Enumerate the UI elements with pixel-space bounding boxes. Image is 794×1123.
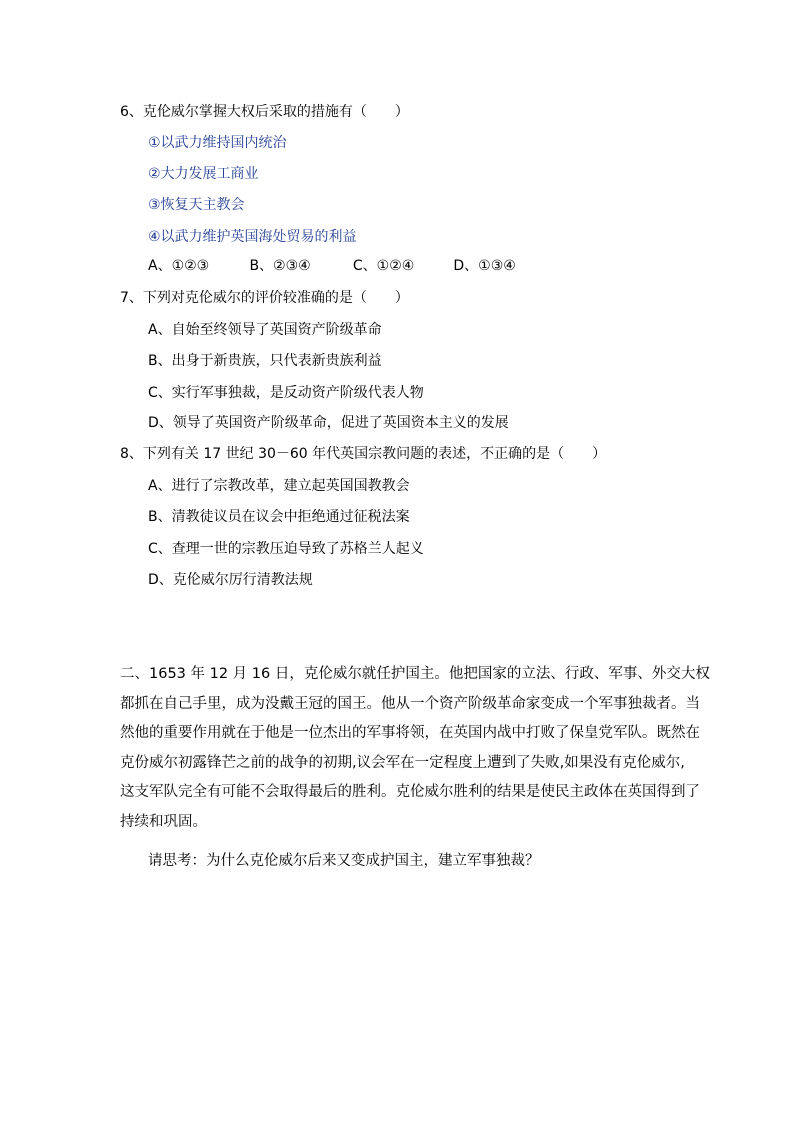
passage-line: 二、1653 年 12 月 16 日，克伦威尔就任护国主。他把国家的立法、行政、军事、外交大权 — [120, 666, 710, 682]
section-2-question: 请思考：为什么克伦威尔后来又变成护国主，建立军事独裁？ — [148, 853, 540, 869]
passage-line: 这支军队完全有可能不会取得最后的胜利。克伦威尔胜利的结果是使民主政体在英国得到了 — [120, 784, 700, 800]
passage-line: 都抓在自己手里，成为没戴王冠的国王。他从一个资产阶级革命家变成一个军事独裁者。当 — [120, 695, 700, 712]
q8-option-c: C、查理一世的宗教压迫导致了苏格兰人起义 — [148, 541, 424, 557]
q6-option-d: D、①③④ — [453, 258, 516, 274]
q6-item-2: ②大力发展工商业 — [148, 166, 259, 182]
question-7-stem: 7、下列对克伦威尔的评价较准确的是（ ） — [120, 290, 409, 306]
q6-option-c: C、①②④ — [352, 258, 415, 274]
passage-line: 然他的重要作用就在于他是一位杰出的军事将领，在英国内战中打败了保皇党军队。既然在 — [120, 725, 700, 741]
passage-line: 克份威尔初露锋芒之前的战争的初期,议会军在一定程度上遭到了失败,如果没有克伦威尔, — [120, 754, 685, 771]
q7-option-a: A、自始至终领导了英国资产阶级革命 — [148, 322, 382, 338]
q8-option-a: A、进行了宗教改革，建立起英国国教教会 — [148, 478, 410, 494]
q6-item-1: ①以武力维持国内统治 — [148, 135, 287, 151]
q8-option-b: B、清教徒议员在议会中拒绝通过征税法案 — [148, 509, 410, 525]
q8-option-d: D、克伦威尔厉行清教法规 — [148, 572, 313, 588]
question-8-stem: 8、下列有关 17 世纪 30－60 年代英国宗教问题的表述，不正确的是（ ） — [120, 446, 607, 462]
section-2-passage — [120, 660, 710, 837]
question-6-stem: 6、克伦威尔掌握大权后采取的措施有（ ） — [120, 104, 409, 120]
q6-item-4: ④以武力维护英国海处贸易的利益 — [148, 229, 357, 245]
q6-option-b: B、②③④ — [249, 258, 311, 274]
q6-options — [148, 257, 516, 275]
q6-option-a: A、①②③ — [148, 258, 210, 274]
q6-item-3: ③恢复天主教会 — [148, 197, 245, 213]
q7-option-b: B、出身于新贵族，只代表新贵族利益 — [148, 353, 382, 369]
q7-option-c: C、实行军事独裁，是反动资产阶级代表人物 — [148, 385, 424, 401]
q7-option-d: D、领导了英国资产阶级革命，促进了英国资本主义的发展 — [148, 415, 509, 431]
passage-line: 持续和巩固。 — [120, 813, 207, 830]
